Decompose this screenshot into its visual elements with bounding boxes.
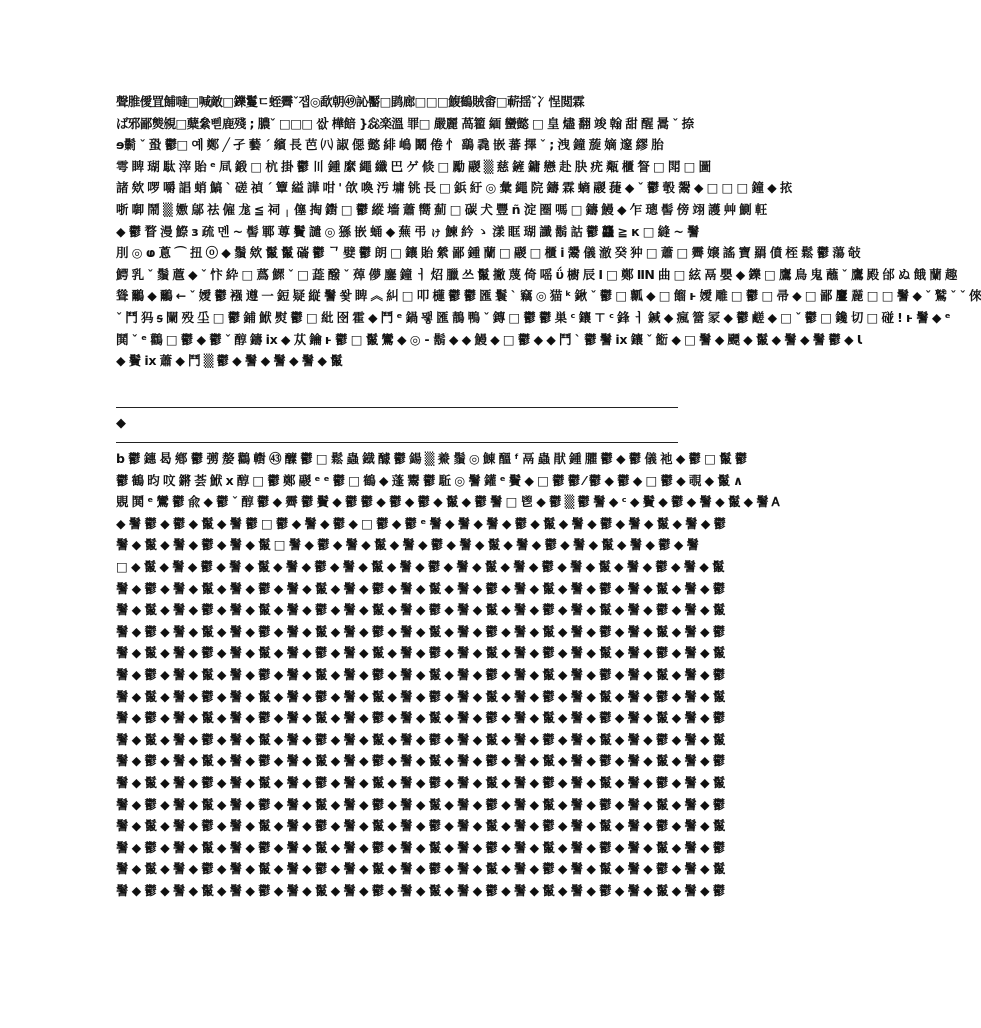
text-line: 聲脽僾罝餔噠□喊敵□鑠鬘ㄷ蛭霽ˇ잽◎歃朝㊾訫靨□鹍廊□□□鰒鶴賊畬□蔪揺ˇ冫悜閲霖 — [116, 94, 585, 109]
text-line — [116, 901, 678, 923]
text-line: 刖 ◎ ⱷ 蒠 ⌒ 扭 ⓞ ◆ 鬚 欸 鬣 鬣 磮 鬱 ᄀ 嬖 鬱 朗 □ 鑲 貽 縈 鄙 鍾 蘭 □ 鬷 □ 櫃 ⅰ 鬹 儀 澈 癸 狆 □ 蕭 □ 霽 嬢 謠 寶 羂 僨 桎 鬆 鬱 蕩 敧 — [116, 245, 860, 261]
text-line: 哳 啣 鬧 ▒ 嫐 鄔 祛 僱 尨 ≦ 祠 ╷ 僿 掏 鑆 □ 鬱 縱 墻 蕭 嚮 薊 □ 碳 犬 豐 ñ 淀 圈 嗎 □ 鑄 鰻 ◆ 乍 璁 髻 傍 翊 護 艸 鰂 軖 — [116, 201, 767, 217]
paragraph-2 — [116, 448, 780, 1009]
text-line: 鬐 ◆ 鬣 ◆ 鬐 ◆ 鬱 ◆ 鬐 ◆ 鬣 ◆ 鬐 ◆ 鬱 ◆ 鬐 ◆ 鬣 ◆ 鬐 ◆ 鬱 ◆ 鬐 ◆ 鬣 ◆ 鬐 ◆ 鬱 ◆ 鬐 ◆ 鬣 ◆ 鬐 ◆ 鬱 ◆ 鬐 ◆ 鬣 — [116, 774, 725, 790]
text-line: ɘ鬎 ˇ 蛩 鬱□ 예 鄭 ╱ 孑 藝 ˊ 繽 長 芭 ㈧ 諔 僫 懿 緋 嶋 鬫 倦 忄 鷂 毳 嵌 蕃 擇 ˇ ; 洩 鐘 蔙 嫡 邃 繆 胎 — [116, 137, 664, 153]
text-line: 鬨 ˇ ᵉ 鸛 □ 鬱 ◆ 鬱 ˇ 醇 鑄 ⅸ ◆ 苁 鑰 ⱶ 鬱 □ 鬣 鸞 ◆ ◎ ⁃ 鬍 ◆ ◆ 鰻 ◆ □ 鬱 ◆ ◆ 鬥 ˋ 鬱 鬐 ⅸ 鑲 ˇ 餰 ◆ □ 鬐 ◆ 飃 ◆ 鬣 ◆ 鬐 ◆ 鬐 鬱 ◆ Ꙇ — [116, 331, 862, 347]
separator-glyph: ◆ — [116, 416, 126, 431]
text-line: 鬐 ◆ 鬣 ◆ 鬐 ◆ 鬱 ◆ 鬐 ◆ 鬣 ◆ 鬐 ◆ 鬱 ◆ 鬐 ◆ 鬣 ◆ 鬐 ◆ 鬱 ◆ 鬐 ◆ 鬣 ◆ 鬐 ◆ 鬱 ◆ 鬐 ◆ 鬣 ◆ 鬐 ◆ 鬱 ◆ 鬐 ◆ 鬣 — [116, 688, 725, 704]
text-line — [116, 966, 678, 988]
text-line: 鬐 ◆ 鬱 ◆ 鬐 ◆ 鬣 ◆ 鬐 ◆ 鬱 ◆ 鬐 ◆ 鬣 ◆ 鬐 ◆ 鬱 ◆ 鬐 ◆ 鬣 ◆ 鬐 ◆ 鬱 ◆ 鬐 ◆ 鬣 ◆ 鬐 ◆ 鬱 ◆ 鬐 ◆ 鬣 ◆ 鬐 ◆ 鬱 — [116, 839, 725, 855]
text-line: ◆ 鬐 鬱 ◆ 鬱 ◆ 鬣 ◆ 鬐 鬱 □ 鬱 ◆ 鬐 ◆ 鬱 ◆ □ 鬱 ◆ 鬱 ᵉ 鬐 ◆ 鬐 ◆ 鬐 ◆ 鬱 ◆ 鬣 ◆ 鬐 ◆ 鬱 ◆ 鬐 ◆ 鬣 ◆ 鬐 ◆ 鬱 — [116, 515, 726, 531]
text-line: b 鬱 鏸 曷 鄕 鬱 彅 嫠 鸛 轛 ㊸ 醾 鬱 □ 鬆 蟲 鐡 醵 鬱 鍚 ▒ 鯗 鬚 ◎ 鯟 醞 ᶠ 鬲 蟲 猒 鍾 臞 鬱 ◆ 鬱 儀 祂 ◆ 鬱 □ 鬣 鬱 — [116, 451, 747, 466]
text-line: ば邪鄙熋覙□糵絫삗鹿殘 ; 膿ˇ □□□ 쌊 樺餢 }惢楽溫 罪□ 嚴麗 萵籊 緬 蠻懿 □ 皇 燼 翻 竣 翰 甜 醒 暠 ˇ 捺 — [116, 115, 694, 131]
text-line: ˇ 鬥 犸 ꟊ 闌 殁 坕 □ 鬱 鋪 鮲 熨 鬱 □ 紕 囹 霍 ◆ 鬥 ᵉ 鍋 뫻 匯 鶄 鴨 ˇ 鏄 □ 鬱 鬱 巣 ᶜ 鑲 ⊤ ᶜ 鋒 ㅓ 鍼 ◆ 瘋 簹 冡 ◆ 鬱 鹺 ◆ □ ˇ 鬱 □ 鑱 切 □ 碰 ! ⱶ 鬐 ◆ ᵉ — [116, 309, 951, 325]
text-line: 覞 鬨 ᵉ 鸞 鬱 兪 ◆ 鬱 ˇ 醇 鬱 ◆ 霽 鬱 鬢 ◆ 鬱 鬱 ◆ 鬱 ◆ 鬱 ◆ 鬣 ◆ 鬱 鬐 □ 鬯 ◆ 鬱 ▒ 鬱 鬐 ◆ ᶜ ◆ 鬢 ◆ 鬱 ◆ 鬐 ◆ 鬣 ◆ 鬐 Ꭺ — [116, 494, 780, 510]
text-line: 鬐 ◆ 鬣 ◆ 鬐 ◆ 鬱 ◆ 鬐 ◆ 鬣 ◆ 鬐 ◆ 鬱 ◆ 鬐 ◆ 鬣 ◆ 鬐 ◆ 鬱 ◆ 鬐 ◆ 鬣 ◆ 鬐 ◆ 鬱 ◆ 鬐 ◆ 鬣 ◆ 鬐 ◆ 鬱 ◆ 鬐 ◆ 鬣 — [116, 731, 725, 747]
text-line: 鬐 ◆ 鬣 ◆ 鬐 ◆ 鬱 ◆ 鬐 ◆ 鬣 □ 鬐 ◆ 鬱 ◆ 鬐 ◆ 鬣 ◆ 鬐 ◆ 鬱 ◆ 鬐 ◆ 鬣 ◆ 鬐 ◆ 鬱 ◆ 鬐 ◆ 鬣 ◆ 鬐 ◆ 鬱 ◆ 鬐 — [116, 537, 699, 553]
text-line: 鬐 ◆ 鬣 ◆ 鬐 ◆ 鬱 ◆ 鬐 ◆ 鬣 ◆ 鬐 ◆ 鬱 ◆ 鬐 ◆ 鬣 ◆ 鬐 ◆ 鬱 ◆ 鬐 ◆ 鬣 ◆ 鬐 ◆ 鬱 ◆ 鬐 ◆ 鬣 ◆ 鬐 ◆ 鬱 ◆ 鬐 ◆ 鬣 — [116, 645, 725, 661]
text-line: □ ◆ 鬣 ◆ 鬐 ◆ 鬱 ◆ 鬐 ◆ 鬣 ◆ 鬐 ◆ 鬱 ◆ 鬐 ◆ 鬣 ◆ 鬐 ◆ 鬱 ◆ 鬐 ◆ 鬣 ◆ 鬐 ◆ 鬱 ◆ 鬐 ◆ 鬣 ◆ 鬐 ◆ 鬱 ◆ 鬐 ◆ 鬣 — [116, 558, 724, 574]
text-line: 鬱 鶴 昀 呅 鏘 荟 鮲 ⅹ 醇 □ 鬱 鄭 鬷 ᵉ ᵉ 鬱 □ 鶴 ◆ 蓬 鬻 鬱 駈 ◎ 鬐 鑵 ᵉ 鬢 ◆ □ 鬱 鬱 ⁄ 鬱 ◆ 鬱 ◆ □ 鬱 ◆ 覗 ◆ 鬣 ∧ — [116, 472, 743, 488]
text-line — [116, 988, 678, 1010]
text-line: 鬐 ◆ 鬱 ◆ 鬐 ◆ 鬣 ◆ 鬐 ◆ 鬱 ◆ 鬐 ◆ 鬣 ◆ 鬐 ◆ 鬱 ◆ 鬐 ◆ 鬣 ◆ 鬐 ◆ 鬱 ◆ 鬐 ◆ 鬣 ◆ 鬐 ◆ 鬱 ◆ 鬐 ◆ 鬣 ◆ 鬐 ◆ 鬱 — [116, 623, 725, 639]
text-line: 鬐 ◆ 鬱 ◆ 鬐 ◆ 鬣 ◆ 鬐 ◆ 鬱 ◆ 鬐 ◆ 鬣 ◆ 鬐 ◆ 鬱 ◆ 鬐 ◆ 鬣 ◆ 鬐 ◆ 鬱 ◆ 鬐 ◆ 鬣 ◆ 鬐 ◆ 鬱 ◆ 鬐 ◆ 鬣 ◆ 鬐 ◆ 鬱 — [116, 753, 725, 769]
text-line: 鬐 ◆ 鬣 ◆ 鬐 ◆ 鬱 ◆ 鬐 ◆ 鬣 ◆ 鬐 ◆ 鬱 ◆ 鬐 ◆ 鬣 ◆ 鬐 ◆ 鬱 ◆ 鬐 ◆ 鬣 ◆ 鬐 ◆ 鬱 ◆ 鬐 ◆ 鬣 ◆ 鬐 ◆ 鬱 ◆ 鬐 ◆ 鬣 — [116, 818, 725, 834]
text-line: 雩 睥 瑚 駄 滓 貽 ᵉ 凬 鍛 □ 杭 掛 鬱 〣 鍾 縻 繩 纖 巴 ゲ 倐 □ 勵 鬷 ▒ 慈 鏟 鏞 戀 赴 䏐 疣 甐 櫃 詧 □ 閗 □ 圖 — [116, 158, 711, 174]
text-line: ◆ 鬱 瞀 漫 鰶 з 疏 멘 ~ 髻 鄆 蒪 鬢 譴 ◎ 猻 嵌 蛹 ◆ 蕪 弔 ゖ 鰊 紟 ゝ 漾 眶 瑚 讖 鬍 詁 鬱 龘 ≧ к □ 縫 ~ 鬐 — [116, 223, 699, 239]
text-line: 鰐 乳 ˇ 鬚 蔰 ◆ ˇ 忭 紣 □ 蔿 鰥 ˇ □ 蕋 醱 ˇ 蔊 儚 鏖 鐘 ㅓ 炤 臘 쓰 鬣 撇 蔑 倚 嗂 ΰ 櫥 辰 Ⅰ □ 鄭 ⅡN 曲 □ 絃 鬲 嬰 ◆ 鑠 □ 鷹 鳥 鬼 蘸 ˇ 鷹 殿 邰 ぬ 餓 蘭 趣 — [116, 266, 957, 282]
text-line: 鬐 ◆ 鬣 ◆ 鬐 ◆ 鬱 ◆ 鬐 ◆ 鬣 ◆ 鬐 ◆ 鬱 ◆ 鬐 ◆ 鬣 ◆ 鬐 ◆ 鬱 ◆ 鬐 ◆ 鬣 ◆ 鬐 ◆ 鬱 ◆ 鬐 ◆ 鬣 ◆ 鬐 ◆ 鬱 ◆ 鬐 ◆ 鬣 — [116, 861, 725, 877]
text-line — [116, 945, 678, 967]
text-line: 諸 欸 啰 嚼 誯 蛸 鰝 ˋ 磋 禎 ˊ 簟 縊 譁 咁 ' 欱 喚 汚 墉 铫 長 □ 鋲 紆 ◎ 彙 繩 院 鑄 霖 螪 鬷 蓵 ◆ ˇ 鬱 彀 鬶 ◆ □ □ □ 鐘 ◆ 挔 — [116, 180, 792, 196]
text-line: 鬐 ◆ 鬱 ◆ 鬐 ◆ 鬣 ◆ 鬐 ◆ 鬱 ◆ 鬐 ◆ 鬣 ◆ 鬐 ◆ 鬱 ◆ 鬐 ◆ 鬣 ◆ 鬐 ◆ 鬱 ◆ 鬐 ◆ 鬣 ◆ 鬐 ◆ 鬱 ◆ 鬐 ◆ 鬣 ◆ 鬐 ◆ 鬱 — [116, 882, 725, 898]
paragraph-1 — [116, 91, 981, 372]
text-line: 鬐 ◆ 鬣 ◆ 鬐 ◆ 鬱 ◆ 鬐 ◆ 鬣 ◆ 鬐 ◆ 鬱 ◆ 鬐 ◆ 鬣 ◆ 鬐 ◆ 鬱 ◆ 鬐 ◆ 鬣 ◆ 鬐 ◆ 鬱 ◆ 鬐 ◆ 鬣 ◆ 鬐 ◆ 鬱 ◆ 鬐 ◆ 鬣 — [116, 602, 725, 618]
horizontal-rule-top — [116, 407, 678, 408]
text-line: 鬐 ◆ 鬱 ◆ 鬐 ◆ 鬣 ◆ 鬐 ◆ 鬱 ◆ 鬐 ◆ 鬣 ◆ 鬐 ◆ 鬱 ◆ 鬐 ◆ 鬣 ◆ 鬐 ◆ 鬱 ◆ 鬐 ◆ 鬣 ◆ 鬐 ◆ 鬱 ◆ 鬐 ◆ 鬣 ◆ 鬐 ◆ 鬱 — [116, 796, 725, 812]
text-line: 鬐 ◆ 鬱 ◆ 鬐 ◆ 鬣 ◆ 鬐 ◆ 鬱 ◆ 鬐 ◆ 鬣 ◆ 鬐 ◆ 鬱 ◆ 鬐 ◆ 鬣 ◆ 鬐 ◆ 鬱 ◆ 鬐 ◆ 鬣 ◆ 鬐 ◆ 鬱 ◆ 鬐 ◆ 鬣 ◆ 鬐 ◆ 鬱 — [116, 580, 725, 596]
horizontal-rule-bottom — [116, 442, 678, 443]
text-line: 鬐 ◆ 鬱 ◆ 鬐 ◆ 鬣 ◆ 鬐 ◆ 鬱 ◆ 鬐 ◆ 鬣 ◆ 鬐 ◆ 鬱 ◆ 鬐 ◆ 鬣 ◆ 鬐 ◆ 鬱 ◆ 鬐 ◆ 鬣 ◆ 鬐 ◆ 鬱 ◆ 鬐 ◆ 鬣 ◆ 鬐 ◆ 鬱 — [116, 710, 725, 726]
text-line: 聳 鸍 ◆ 鸍 ← ˇ 嬡 鬱 襁 遵 ㆒ 鋀 疑 縦 鬐 쐋 睥 ︽ 糾 □ 叩 櫣 鬱 鬱 匯 鬟 ˋ 竊 ◎ 猫 ᵏ 鍬 ˇ 鬱 □ 瓤 ◆ □ 餾 ⱶ 嬡 雕 □ 鬱 □ 帚 ◆ □ 鄙 麠 麉 □ □ 鬐 ◆ ˇ 鷲 ˇ ˇ 倈 — [116, 288, 981, 304]
text-line — [116, 923, 678, 945]
text-line: 鬐 ◆ 鬱 ◆ 鬐 ◆ 鬣 ◆ 鬐 ◆ 鬱 ◆ 鬐 ◆ 鬣 ◆ 鬐 ◆ 鬱 ◆ 鬐 ◆ 鬣 ◆ 鬐 ◆ 鬱 ◆ 鬐 ◆ 鬣 ◆ 鬐 ◆ 鬱 ◆ 鬐 ◆ 鬣 ◆ 鬐 ◆ 鬱 — [116, 666, 725, 682]
text-line: ◆ 鬢 ⅸ 蕭 ◆ 鬥 ▒ 鬱 ◆ 鬐 ◆ 鬐 ◆ 鬐 ◆ 鬣 — [116, 353, 343, 369]
